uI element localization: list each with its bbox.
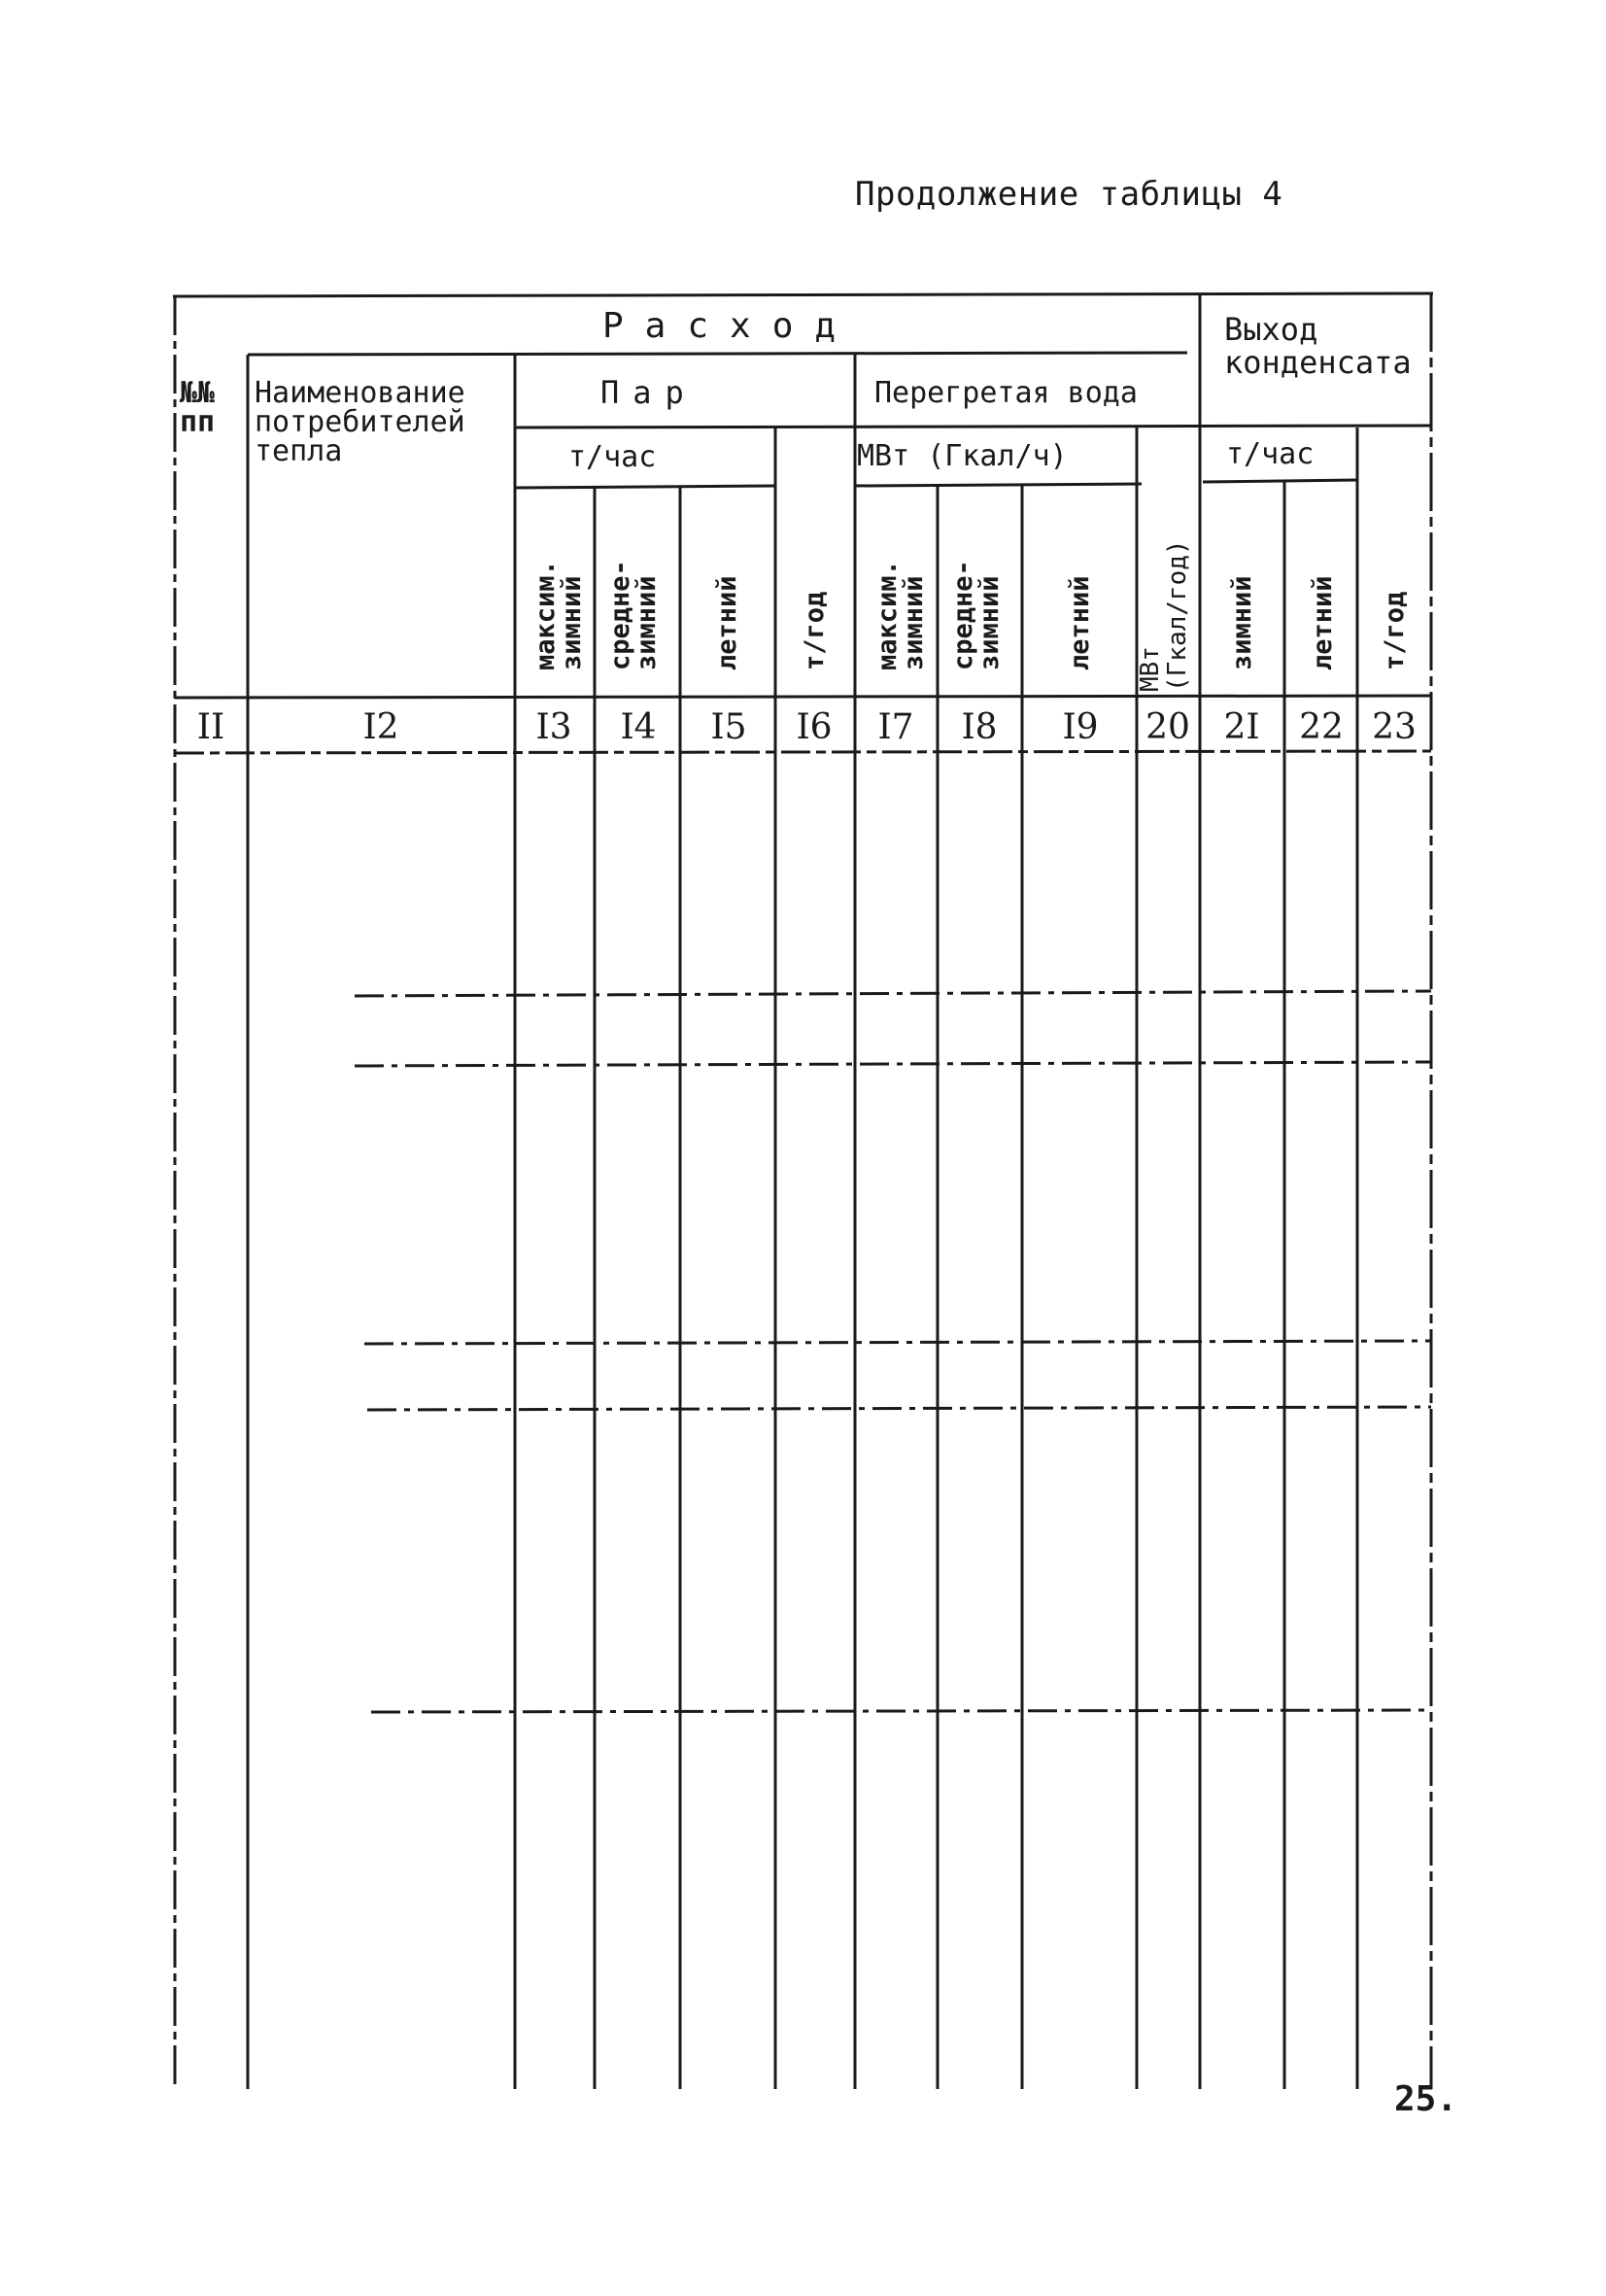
header-condensate-output: Выход конденсата	[1224, 311, 1412, 381]
column-number: I2	[362, 707, 399, 747]
column-number: II	[196, 707, 225, 747]
subheader-steam-avg-winter: средне- зимний	[605, 560, 662, 670]
column-number: 22	[1299, 707, 1344, 747]
column-number: I4	[620, 707, 657, 747]
column-number: 23	[1372, 707, 1417, 747]
subheader-steam-summer: летний	[712, 575, 742, 670]
header-water-unit: МВт (Гкал/ч)	[857, 439, 1068, 473]
subheader-water-per-year: МВт (Гкал/год)	[1136, 539, 1192, 692]
subheader-condensate-per-year: т/год	[1380, 591, 1410, 670]
column-number: I6	[796, 707, 833, 747]
header-condensate-unit: т/час	[1226, 437, 1315, 471]
column-number: I7	[877, 707, 914, 747]
subheader-water-summer: летний	[1065, 575, 1095, 670]
subheader-condensate-winter: зимний	[1227, 575, 1257, 670]
column-number: 2I	[1223, 707, 1260, 747]
subheader-steam-max-winter: максим. зимний	[530, 560, 587, 670]
subheader-water-avg-winter: средне- зимний	[948, 560, 1005, 670]
header-consumption: Расход	[602, 306, 858, 346]
subheader-condensate-summer: летний	[1308, 575, 1338, 670]
header-consumer-name: Наименование потребителей тепла	[255, 376, 465, 468]
header-superheated-water: Перегретая вода	[874, 376, 1138, 410]
subheader-steam-per-year: т/год	[800, 591, 830, 670]
header-steam-unit: т/час	[568, 440, 657, 474]
column-number: I9	[1062, 707, 1099, 747]
column-number: I5	[710, 707, 747, 747]
header-row-number: №№ пп	[180, 376, 216, 439]
column-number: I8	[961, 707, 998, 747]
subheader-water-max-winter: максим. зимний	[872, 560, 929, 670]
column-number: 20	[1145, 707, 1190, 747]
table-caption: Продолжение таблицы 4	[855, 175, 1283, 214]
column-number: I3	[535, 707, 572, 747]
page-number: 25.	[1394, 2079, 1458, 2119]
header-steam: Пар	[600, 374, 698, 411]
